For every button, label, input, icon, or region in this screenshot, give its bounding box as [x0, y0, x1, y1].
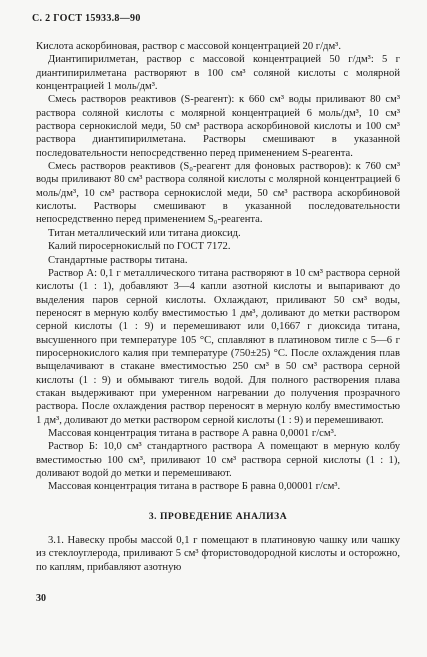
- paragraph: Раствор Б: 10,0 см³ стандартного раствора А помещают в мерную колбу вместимостью 100 см³, приливают 10 см³ раствора серной кислоты (1 : 1), доливают водой до метки и перемешивают.: [36, 441, 400, 479]
- paragraph: Массовая концентрация титана в растворе Б равна 0,00001 г/см³.: [48, 481, 341, 493]
- page-number: 30: [36, 593, 46, 604]
- section-title: 3. ПРОВЕДЕНИЕ АНАЛИЗА: [148, 510, 288, 522]
- paragraph-list: [36, 40, 400, 494]
- paragraph: Калий пиросернокислый по ГОСТ 7172.: [48, 241, 231, 253]
- paragraph: Раствор А: 0,1 г металлического титана растворяют в 10 см³ раствора серной кислоты (1 : 1), добавляют 3—4 капли азотной кислоты и выпаривают до выделения паров серной кислоты. Охлаждают, приливают 50 см³ воды, переносят в мерную колбу вместимостью 1 дм³, доливают до метки раствором серной кислоты (1 : 9) и перемешивают или 0,1667 г диоксида титана, высушенного при температуре 105 °С, сплавляют в платиновом тигле с 5—6 г пиросернокислого калия при температуре (750±25) °С. После охлаждения плав выщелачивают в стакане вместимостью 250 см³ в 50 см³ раствора серной кислоты (1 : 9) и обмывают тигель водой. Для полного растворения плава стакан выдерживают при умеренном нагревании до получения прозрачного раствора. После охлаждения раствор переносят в мерную колбу вместимостью 1 дм³, доливают до метки раствором серной кислоты (1 : 9) и перемешивают.: [36, 267, 400, 426]
- document-body: [36, 40, 400, 574]
- paragraph: Диантипирилметан, раствор с массовой концентрацией 50 г/дм³: 5 г диантипирилметана растворяют в 100 см³ соляной кислоты с молярной концентрацией 1 моль/дм³.: [36, 54, 400, 93]
- paragraph: Стандартные растворы титана.: [48, 254, 188, 266]
- page-header: С. 2 ГОСТ 15933.8—90: [32, 13, 141, 24]
- section-paragraph-list: [36, 534, 400, 574]
- paragraph: 3.1. Навеску пробы массой 0,1 г помещают в платиновую чашку или чашку из стеклоуглерода, приливают 5 см³ фтористоводородной кислоты и осторожно, по каплям, прибавляют азотную: [36, 535, 400, 573]
- paragraph: Смесь растворов реактивов (S₀-реагент для фоновых растворов): к 760 см³ воды приливают 80 см³ раствора соляной кислоты с молярной концентрацией 6 моль/дм³, 10 см³ раствора сернокислой меди, 50 см³ раствора аскорбиновой кислоты. Растворы смешивают в указанной последовательности непосредственно перед применением S₀-реагента.: [36, 161, 400, 226]
- paragraph: Титан металлический или титана диоксид.: [48, 227, 241, 239]
- paragraph: Кислота аскорбиновая, раствор с массовой концентрацией 20 г/дм³.: [36, 41, 341, 52]
- paragraph: Смесь растворов реактивов (S-реагент): к 660 см³ воды приливают 80 см³ раствора соляной кислоты с молярной концентрацией 6 моль/дм³, 10 см³ раствора сернокислой меди, 50 см³ раствора аскорбиновой кислоты и 100 см³ раствора диантипирилметана. Растворы смешивают в указанной последовательности непосредственно перед применением S-реагента.: [36, 94, 400, 159]
- paragraph: Массовая концентрация титана в растворе А равна 0,0001 г/см³.: [48, 427, 337, 439]
